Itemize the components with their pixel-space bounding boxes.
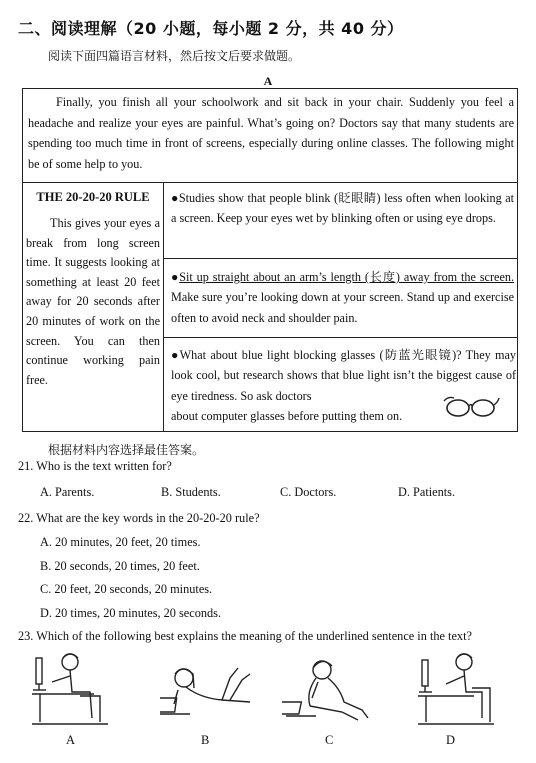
option-d[interactable]: D. 20 times, 20 minutes, 20 seconds.	[40, 606, 222, 620]
tip-posture	[171, 267, 514, 328]
divider	[163, 182, 164, 432]
rule-text: This gives your eyes a break from long screen time. It suggests looking at something at least 20 feet away for 20 seconds after 20 minutes of work on the screen. You can then continue working pain free.	[26, 216, 160, 387]
picture-c-label: C	[325, 733, 334, 747]
picture-b	[160, 660, 260, 722]
option-a[interactable]: A. Parents.	[40, 485, 95, 499]
option-b[interactable]: B. 20 seconds, 20 times, 20 feet.	[40, 559, 200, 573]
tip-posture-rest: Make sure you’re looking down at your screen. Stand up and exercise often to avoid neck and shoulder pain.	[171, 290, 514, 325]
option-b[interactable]: B. Students.	[161, 485, 221, 499]
picture-a	[30, 648, 110, 728]
tip-glasses-text: ●What about blue light blocking glasses (防蓝光眼镜)? They may look cool, but research shows that blue light isn’t the biggest cause of eye tiredness. So ask doctors	[171, 348, 516, 403]
option-a[interactable]: A. 20 minutes, 20 feet, 20 times.	[40, 535, 201, 549]
divider	[163, 337, 518, 338]
rule-title: THE 20-20-20 RULE	[36, 190, 150, 204]
picture-c	[282, 652, 372, 728]
divider	[163, 258, 518, 259]
question-stem: 21. Who is the text written for?	[18, 459, 172, 473]
picture-a-label: A	[66, 733, 76, 747]
passage-intro: Finally, you finish all your schoolwork and sit back in your chair. Suddenly you feel a headache and realize your eyes are painful. What’s going on? Doctors say that many students are spending too much time in front of screens, especially during online classes. The following might be of some help to you.	[28, 95, 514, 171]
option-c[interactable]: C. Doctors.	[280, 485, 337, 499]
option-c[interactable]: C. 20 feet, 20 seconds, 20 minutes.	[40, 582, 213, 596]
divider	[22, 182, 518, 183]
passage-label: A	[263, 74, 273, 88]
question-stem: 22. What are the key words in the 20-20-20 rule?	[18, 511, 260, 525]
bullet: ●	[171, 270, 180, 284]
picture-b-label: B	[201, 733, 210, 747]
glasses-icon	[440, 392, 500, 422]
question-stem: 23. Which of the following best explains the meaning of the underlined sentence in the text?	[18, 629, 472, 643]
option-d[interactable]: D. Patients.	[398, 485, 456, 499]
instructions: 阅读下面四篇语言材料，然后按文后要求做题。	[48, 49, 301, 63]
picture-d	[416, 648, 496, 728]
tip-glasses-text-end: about computer glasses before putting them on.	[171, 408, 403, 423]
picture-d-label: D	[446, 733, 456, 747]
section-title: 二、阅读理解（20 小题，每小题 2 分，共 40 分）	[18, 19, 404, 38]
tip-blink: ●Studies show that people blink (眨眼睛) less often when looking at a screen. Keep your eyes wet by blinking often or using eye drops.	[171, 191, 514, 226]
underlined-sentence: Sit up straight about an arm’s length (长度) away from the screen.	[179, 270, 514, 284]
question-instructions: 根据材料内容选择最佳答案。	[48, 443, 205, 457]
